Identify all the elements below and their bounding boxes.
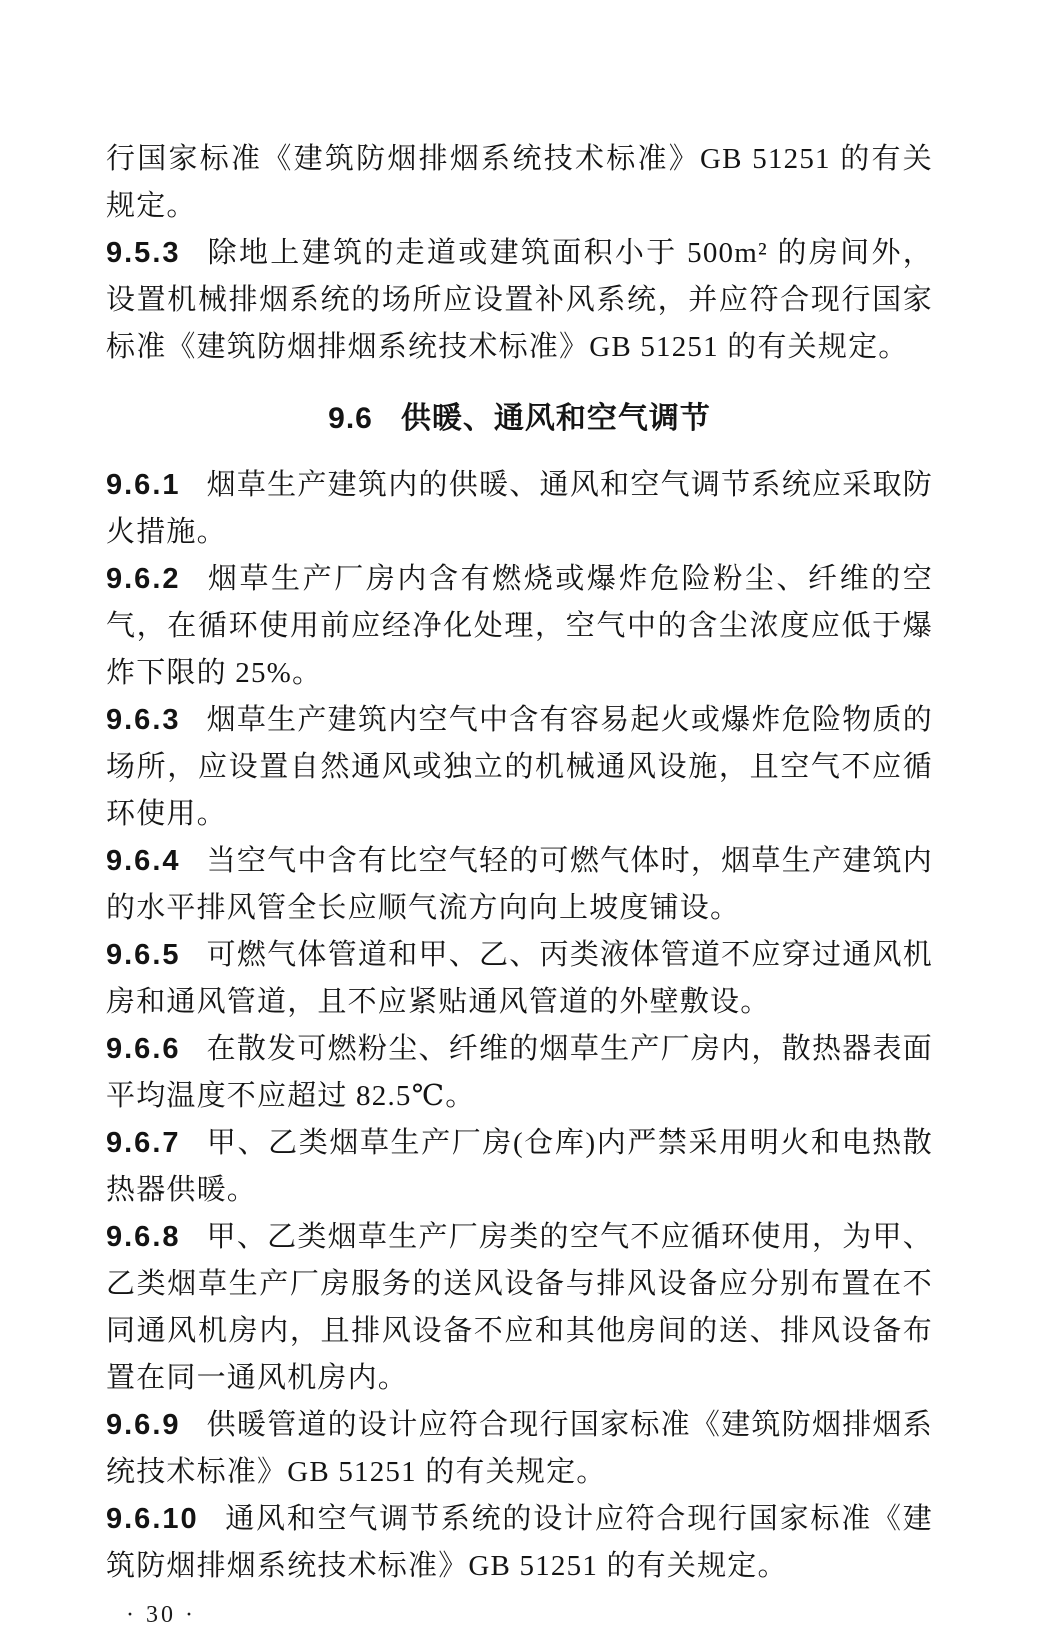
clause-9-5-3 (106, 230, 933, 371)
clause-9-6-7 (106, 1120, 933, 1214)
clause-9-6-5 (106, 932, 933, 1026)
clause-number: 9.5.3 (106, 237, 181, 269)
clause-number: 9.6.3 (106, 704, 181, 736)
clause-text: 烟草生产厂房内含有燃烧或爆炸危险粉尘、纤维的空气，在循环使用前应经净化处理，空气中的含尘浓度应低于爆炸下限的 25%。 (106, 563, 933, 689)
clause-text: 烟草生产建筑内空气中含有容易起火或爆炸危险物质的场所，应设置自然通风或独立的机械通风设施，且空气不应循环使用。 (106, 704, 933, 830)
clause-text: 烟草生产建筑内的供暖、通风和空气调节系统应采取防火措施。 (106, 469, 933, 548)
clause-number: 9.6.1 (106, 469, 181, 501)
clause-number: 9.6.6 (106, 1033, 181, 1065)
clause-9-6-2 (106, 556, 933, 697)
page-content (106, 136, 933, 1590)
clause-9-6-4 (106, 838, 933, 932)
clause-text: 在散发可燃粉尘、纤维的烟草生产厂房内，散热器表面平均温度不应超过 82.5℃。 (106, 1033, 933, 1112)
clause-number: 9.6.7 (106, 1127, 181, 1159)
clause-number: 9.6.4 (106, 845, 181, 877)
clause-number: 9.6.5 (106, 939, 181, 971)
clause-number: 9.6.2 (106, 563, 181, 595)
clause-9-6-10 (106, 1496, 933, 1590)
clause-9-6-8 (106, 1214, 933, 1402)
page-footer (106, 1602, 933, 1629)
paragraph-continuation: 行国家标准《建筑防烟排烟系统技术标准》GB 51251 的有关规定。 (106, 143, 933, 222)
clause-9-6-6 (106, 1026, 933, 1120)
clause-9-6-3 (106, 697, 933, 838)
section-title: 供暖、通风和空气调节 (400, 402, 711, 435)
clause-text: 可燃气体管道和甲、乙、丙类液体管道不应穿过通风机房和通风管道，且不应紧贴通风管道的外壁敷设。 (106, 939, 933, 1018)
clause-text: 甲、乙类烟草生产厂房(仓库)内严禁采用明火和电热散热器供暖。 (106, 1127, 933, 1206)
page-number: · 30 · (126, 1602, 196, 1628)
clause-text: 通风和空气调节系统的设计应符合现行国家标准《建筑防烟排烟系统技术标准》GB 51251 的有关规定。 (106, 1503, 933, 1582)
clause-text: 当空气中含有比空气轻的可燃气体时，烟草生产建筑内的水平排风管全长应顺气流方向向上坡度铺设。 (106, 845, 933, 924)
clause-text: 除地上建筑的走道或建筑面积小于 500m² 的房间外，设置机械排烟系统的场所应设置补风系统，并应符合现行国家标准《建筑防烟排烟系统技术标准》GB 51251 的有关规定。 (106, 237, 933, 363)
clause-9-6-9 (106, 1402, 933, 1496)
clause-9-6-1 (106, 462, 933, 556)
clause-text: 供暖管道的设计应符合现行国家标准《建筑防烟排烟系统技术标准》GB 51251 的有关规定。 (106, 1409, 933, 1488)
clause-text: 甲、乙类烟草生产厂房类的空气不应循环使用，为甲、乙类烟草生产厂房服务的送风设备与排风设备应分别布置在不同通风机房内，且排风设备不应和其他房间的送、排风设备布置在同一通风机房内。 (106, 1221, 933, 1394)
section-number: 9.6 (328, 402, 373, 435)
section-heading (106, 395, 933, 442)
clause-number: 9.6.8 (106, 1221, 181, 1253)
clause-number: 9.6.10 (106, 1503, 199, 1535)
clause-number: 9.6.9 (106, 1409, 181, 1441)
